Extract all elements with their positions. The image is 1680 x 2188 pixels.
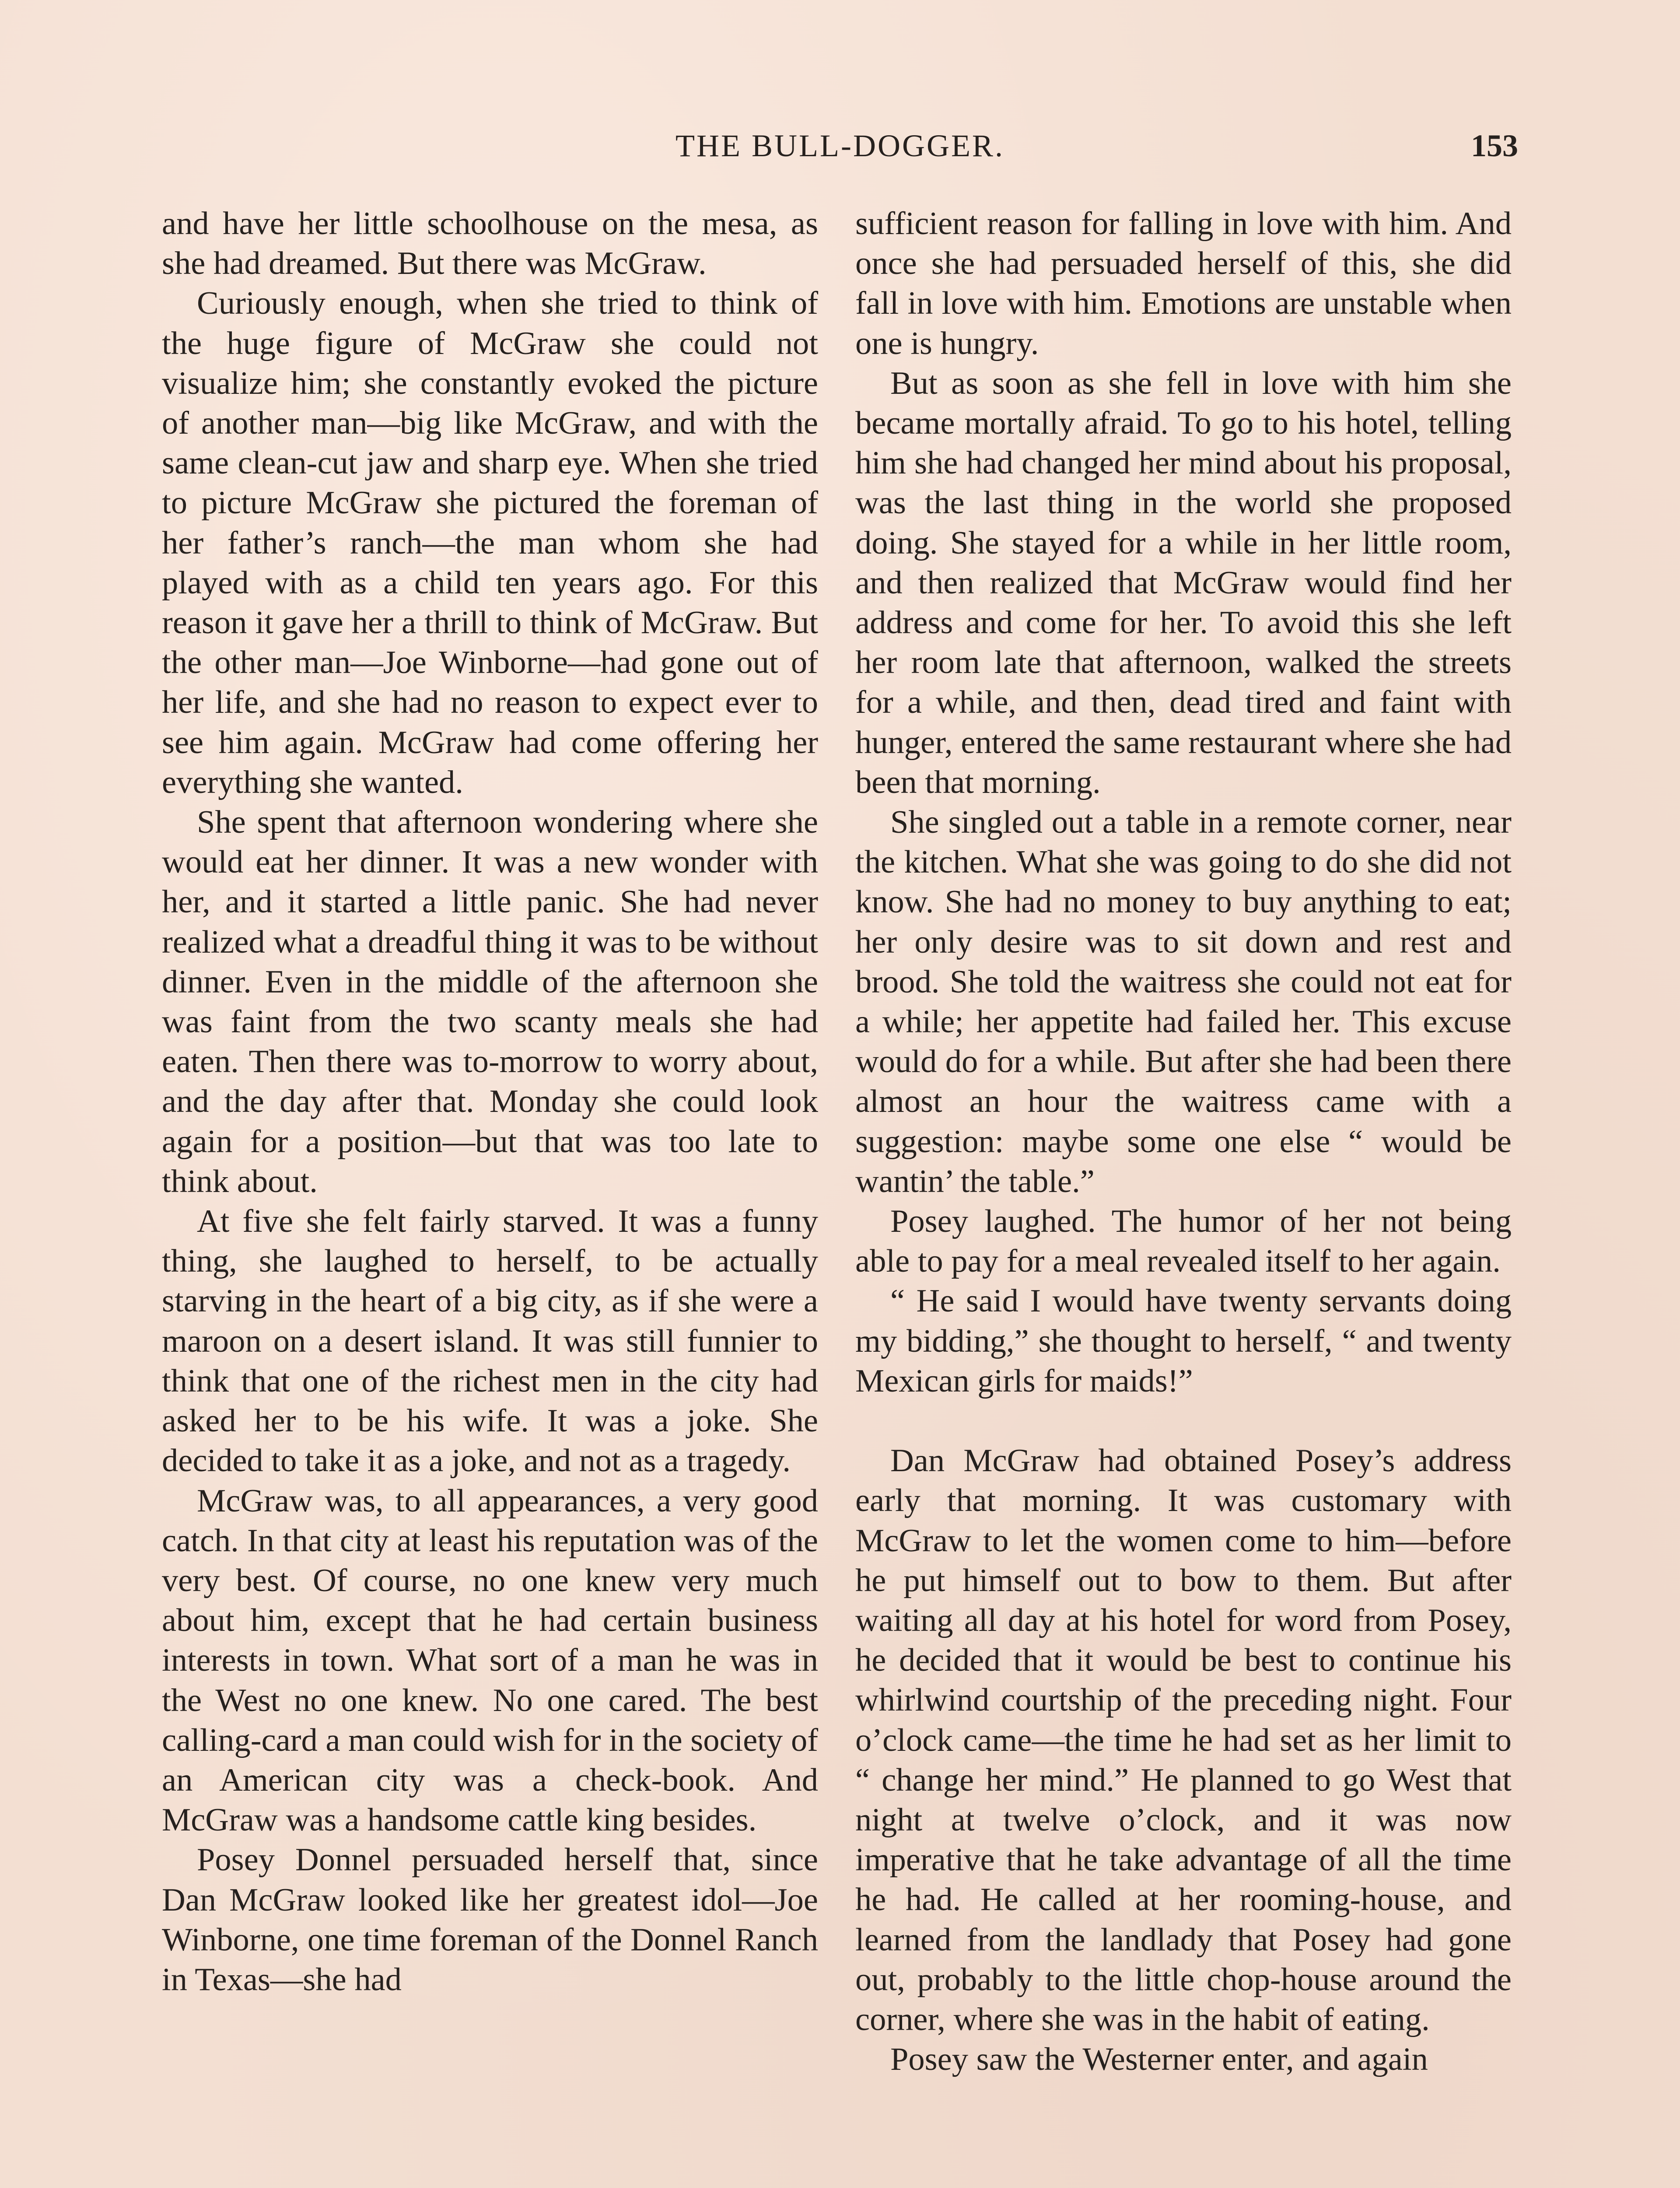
paragraph: She spent that afternoon wondering where she would eat her dinner. It was a new wonder with her, and it started a little panic. She had never realized what a dreadful thing it was to be without dinner. Even in the middle of the afternoon she was faint from the two scanty meals she had eaten. Then there was to-morrow to worry about, and the day after that. Monday she could look again for a position—but that was too late to think about. [162, 804, 818, 1199]
paragraph: McGraw was, to all appearances, a very good catch. In that city at least his reputation was of the very best. Of course, no one knew very much about him, except that he had certain business interests in town. What sort of a man he was in the West no one knew. No one cared. The best calling-card a man could wish for in the society of an American city was a check-book. And McGraw was a handsome cattle king besides. [162, 1483, 818, 1838]
paragraph: Dan McGraw had obtained Posey’s address early that morning. It was customary with McGraw to let the women come to him—before he put himself out to bow to them. But after waiting all day at his hotel for word from Posey, he decided that it would be best to continue his whirlwind courtship of the preceding night. Four o’clock came—the time he had set as her limit to “ change her mind.” He planned to go West that night at twelve o’clock, and it was now imperative that he take advantage of all the time he had. He called at her rooming-house, and learned from the landlady that Posey had gone out, probably to the little chop-house around the corner, where she was in the habit of eating. [855, 1443, 1512, 2037]
paragraph: “ He said I would have twenty servants doing my bidding,” she thought to herself, “ and twenty Mexican girls for maids!” [855, 1283, 1512, 1399]
right-column [855, 204, 1512, 2079]
paragraph: Posey laughed. The humor of her not being able to pay for a meal revealed itself to her again. [855, 1203, 1512, 1280]
paragraph: and have her little schoolhouse on the mesa, as she had dreamed. But there was McGraw. [162, 206, 818, 282]
paragraph: Curiously enough, when she tried to think of the huge figure of McGraw she could not visualize him; she constantly evoked the picture of another man—big like McGraw, and with the same clean-cut jaw and sharp eye. When she tried to picture McGraw she pictured the foreman of her father’s ranch—the man whom she had played with as a child ten years ago. For this reason it gave her a thrill to think of McGraw. But the other man—Joe Winborne—had gone out of her life, and she had no reason to expect ever to see him again. McGraw had come offering her everything she wanted. [162, 285, 818, 800]
paragraph: But as soon as she fell in love with him she became mortally afraid. To go to his hotel, telling him she had changed her mind about his proposal, was the last thing in the world she proposed doing. She stayed for a while in her little room, and then realized that McGraw would find her address and come for her. To avoid this she left her room late that afternoon, walked the streets for a while, and then, dead tired and faint with hunger, entered the same restaurant where she had been that morning. [855, 365, 1512, 800]
paragraph: At five she felt fairly starved. It was a funny thing, she laughed to herself, to be actually starving in the heart of a big city, as if she were a maroon on a desert island. It was still funnier to think that one of the richest men in the city had asked her to be his wife. It was a joke. She decided to take it as a joke, and not as a tragedy. [162, 1203, 818, 1479]
paragraph: sufficient reason for falling in love with him. And once she had persuaded herself of this, she did fall in love with him. Emotions are unstable when one is hungry. [855, 206, 1512, 361]
running-title: THE BULL-DOGGER. [676, 128, 1004, 163]
paragraph: Posey saw the Westerner enter, and again [890, 2041, 1428, 2078]
left-column [162, 204, 818, 2000]
page-header [162, 128, 1518, 176]
paragraph: She singled out a table in a remote corner, near the kitchen. What she was going to do she did not know. She had no money to buy anything to eat; her only desire was to sit down and rest and brood. She told the waitress she could not eat for a while; her appetite had failed her. This excuse would do for a while. But after she had been there almost an hour the waitress came with a suggestion: maybe some one else “ would be wantin’ the table.” [855, 804, 1512, 1199]
page-number: 153 [1471, 128, 1518, 163]
paragraph: Posey Donnel persuaded herself that, since Dan McGraw looked like her greatest idol—Joe Winborne, one time foreman of the Donnel Ranch in Texas—she had [162, 1842, 818, 1998]
